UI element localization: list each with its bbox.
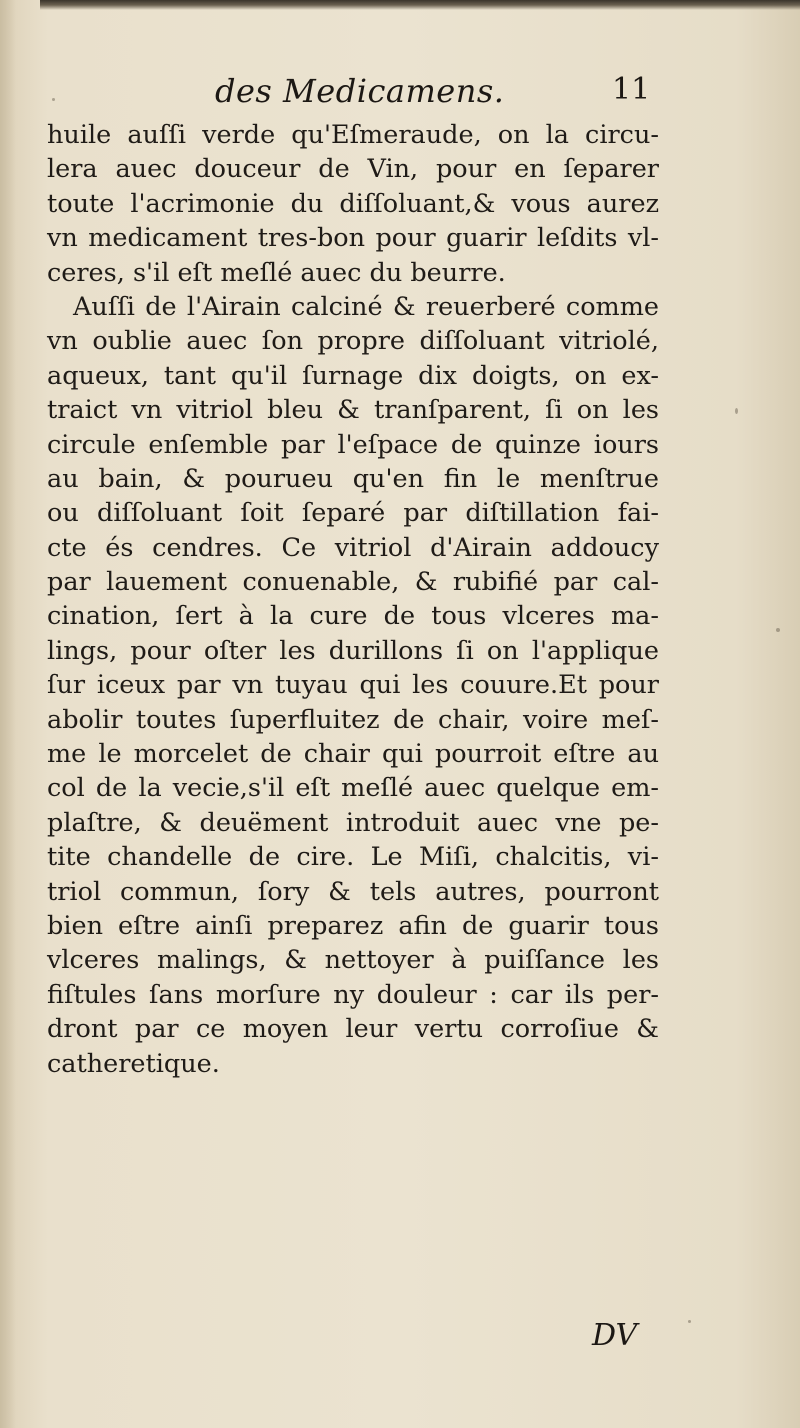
- text-line: vn oublie auec ſon propre diſſoluant vitriolé,: [47, 326, 659, 357]
- text-line: ſur iceux par vn tuyau qui les couure.Et pour: [47, 670, 659, 701]
- page-top-edge: [40, 0, 800, 10]
- text-line: cte és cendres. Ce vitriol d'Airain addoucy: [47, 532, 659, 563]
- text-line: dront par ce moyen leur vertu corroſiue &: [47, 1014, 659, 1045]
- paper-speck: [776, 628, 780, 632]
- paper-speck: [688, 1320, 691, 1323]
- running-head: [0, 72, 800, 112]
- text-line: Auſſi de l'Airain calciné & reuerberé comme: [73, 291, 659, 322]
- text-line: cination, ſert à la cure de tous vlceres ma-: [47, 601, 659, 632]
- text-line: ou diſſoluant ſoit ſeparé par diſtillation fai-: [47, 498, 659, 529]
- text-line: catheretique.: [47, 1048, 220, 1079]
- text-line: bien eſtre ainſi preparez afin de guarir tous: [47, 910, 659, 941]
- text-line: vn medicament tres-bon pour guarir leſdits vl-: [47, 223, 659, 254]
- paper-speck: [52, 98, 55, 101]
- text-line: par lauement conuenable, & rubifié par cal-: [47, 567, 659, 598]
- text-line: ceres, s'il eſt meſlé auec du beurre.: [47, 257, 506, 288]
- catchword: DV: [592, 1318, 638, 1353]
- text-line: au bain, & pourueu qu'en fin le menſtrue: [47, 463, 659, 494]
- text-line: lera auec douceur de Vin, pour en ſeparer: [47, 154, 659, 185]
- body-text: [47, 118, 659, 1081]
- text-line: me le morcelet de chair qui pourroit eſtre au: [47, 739, 659, 770]
- text-line: lings, pour oſter les durillons ſi on l'applique: [47, 635, 659, 666]
- text-line: triol commun, ſory & tels autres, pourront: [47, 876, 659, 907]
- text-line: vlceres malings, & nettoyer à puiſſance les: [47, 945, 659, 976]
- text-line: aqueux, tant qu'il ſurnage dix doigts, on ex-: [47, 360, 659, 391]
- text-line: plaſtre, & deuëment introduit auec vne pe-: [47, 807, 659, 838]
- text-line: toute l'acrimonie du diſſoluant,& vous aurez: [47, 188, 659, 219]
- page-number: 11: [612, 72, 651, 107]
- text-line: traict vn vitriol bleu & tranſparent, ſi on les: [47, 395, 659, 426]
- paper-speck: [735, 408, 738, 414]
- text-line: fiſtules ſans morſure ny douleur : car ils per-: [47, 979, 659, 1010]
- text-line: tite chandelle de cire. Le Miſi, chalcitis, vi-: [47, 842, 659, 873]
- running-head-title: des Medicamens.: [215, 72, 505, 110]
- page-gutter-shadow: [0, 0, 16, 1428]
- text-line: abolir toutes ſuperfluitez de chair, voire meſ-: [47, 704, 659, 735]
- text-line: huile auſſi verde qu'Eſmeraude, on la circu-: [47, 120, 659, 150]
- text-line: col de la vecie,s'il eſt meſlé auec quelque em-: [47, 773, 659, 804]
- text-line: circule enſemble par l'eſpace de quinze iours: [47, 429, 659, 460]
